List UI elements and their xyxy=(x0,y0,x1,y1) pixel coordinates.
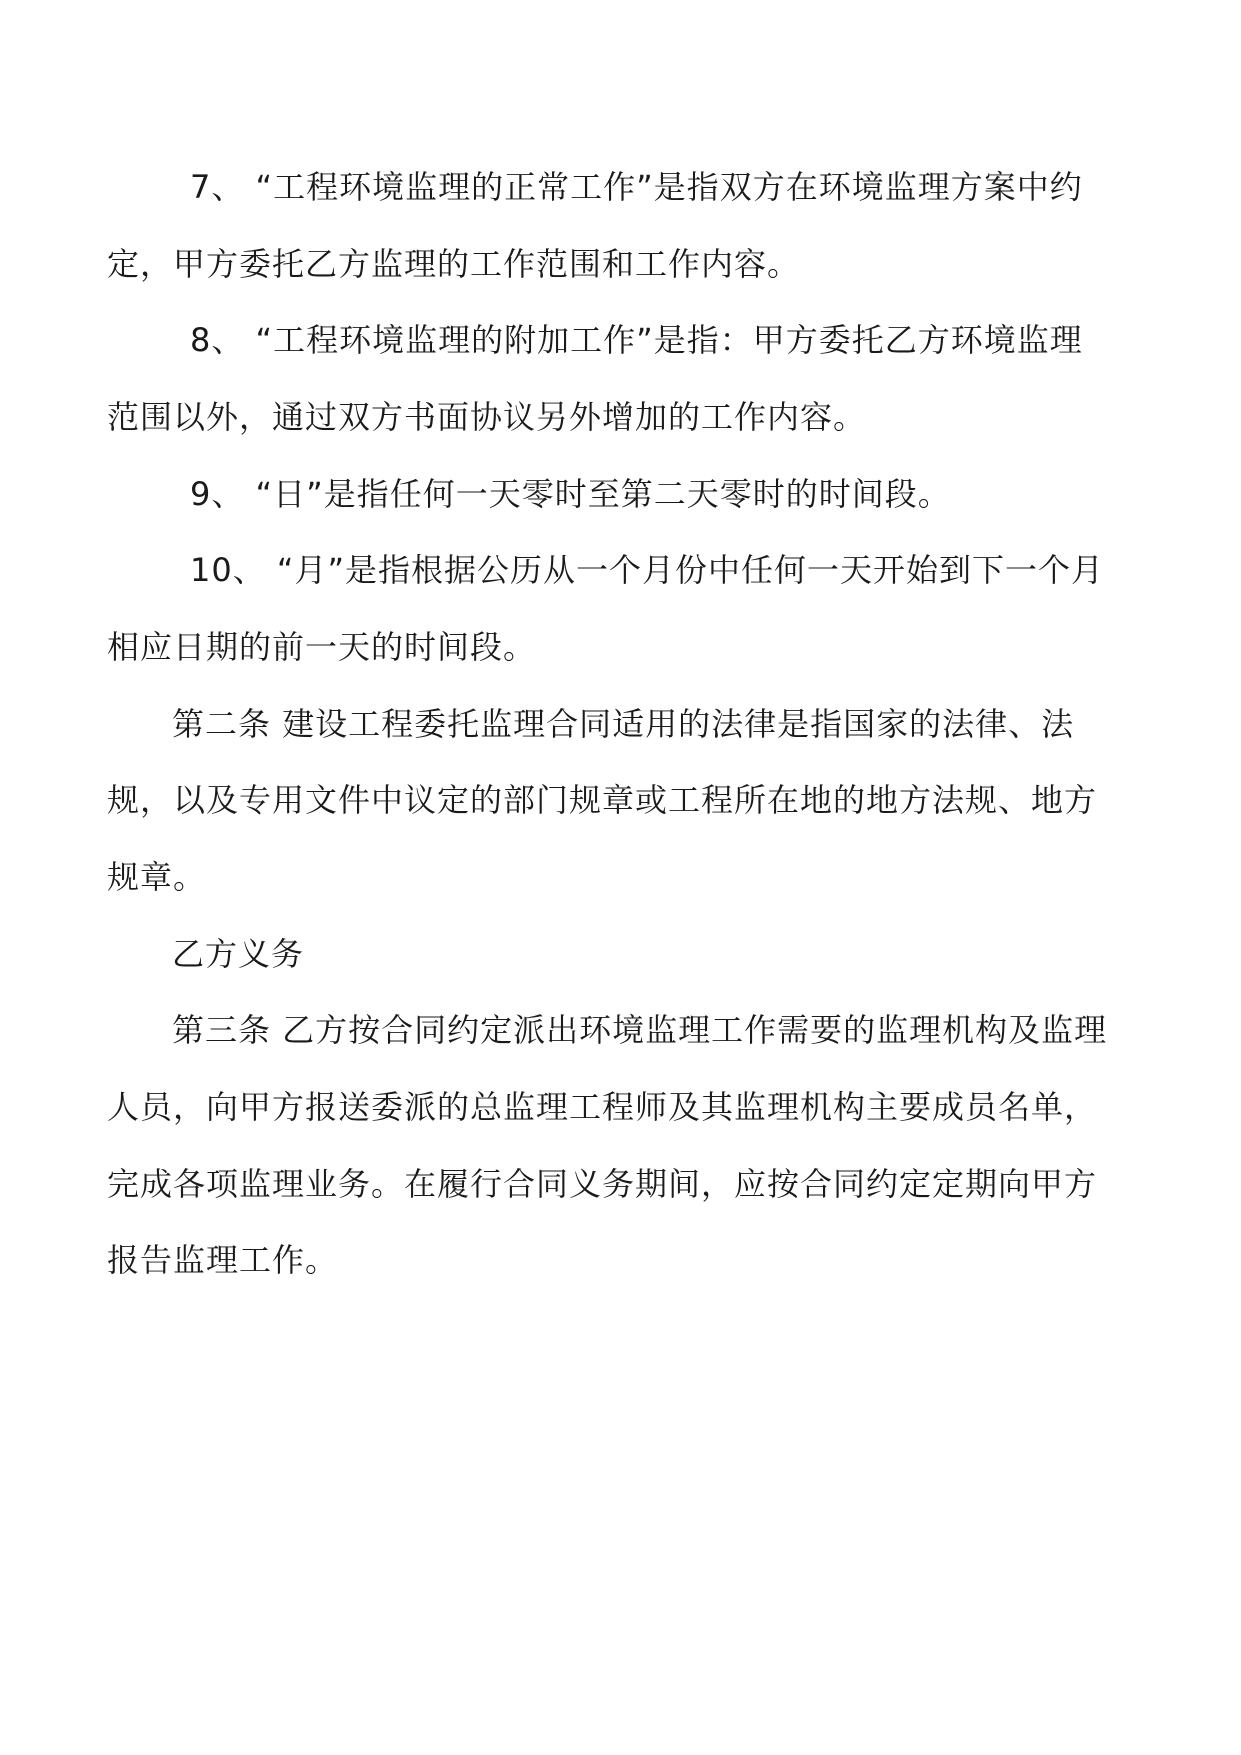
article-2-line-1: 第二条 建设工程委托监理合同适用的法律是指国家的法律、法 xyxy=(172,705,1075,743)
article-3-line-1: 第三条 乙方按合同约定派出环境监理工作需要的监理机构及监理 xyxy=(172,1011,1108,1049)
article-2-line-3: 规章。 xyxy=(107,858,207,896)
item-9-line-1: 9、 “日”是指任何一天零时至第二天零时的时间段。 xyxy=(190,475,951,513)
item-7-line-1: 7、 “工程环境监理的正常工作”是指双方在环境监理方案中约 xyxy=(190,168,1083,206)
article-3-line-3: 完成各项监理业务。在履行合同义务期间，应按合同约定定期向甲方 xyxy=(107,1165,1098,1203)
item-8-line-1: 8、 “工程环境监理的附加工作”是指：甲方委托乙方环境监理 xyxy=(190,321,1083,359)
item-7-line-2: 定，甲方委托乙方监理的工作范围和工作内容。 xyxy=(107,245,801,283)
item-8-line-2: 范围以外，通过双方书面协议另外增加的工作内容。 xyxy=(107,398,867,436)
section-heading: 乙方义务 xyxy=(172,935,305,973)
article-2-line-2: 规，以及专用文件中议定的部门规章或工程所在地的地方法规、地方 xyxy=(107,781,1098,819)
article-3-line-4: 报告监理工作。 xyxy=(107,1241,339,1279)
item-10-line-2: 相应日期的前一天的时间段。 xyxy=(107,628,537,666)
item-10-line-1: 10、 “月”是指根据公历从一个月份中任何一天开始到下一个月 xyxy=(190,551,1105,589)
article-3-line-2: 人员，向甲方报送委派的总监理工程师及其监理机构主要成员名单， xyxy=(107,1088,1098,1126)
